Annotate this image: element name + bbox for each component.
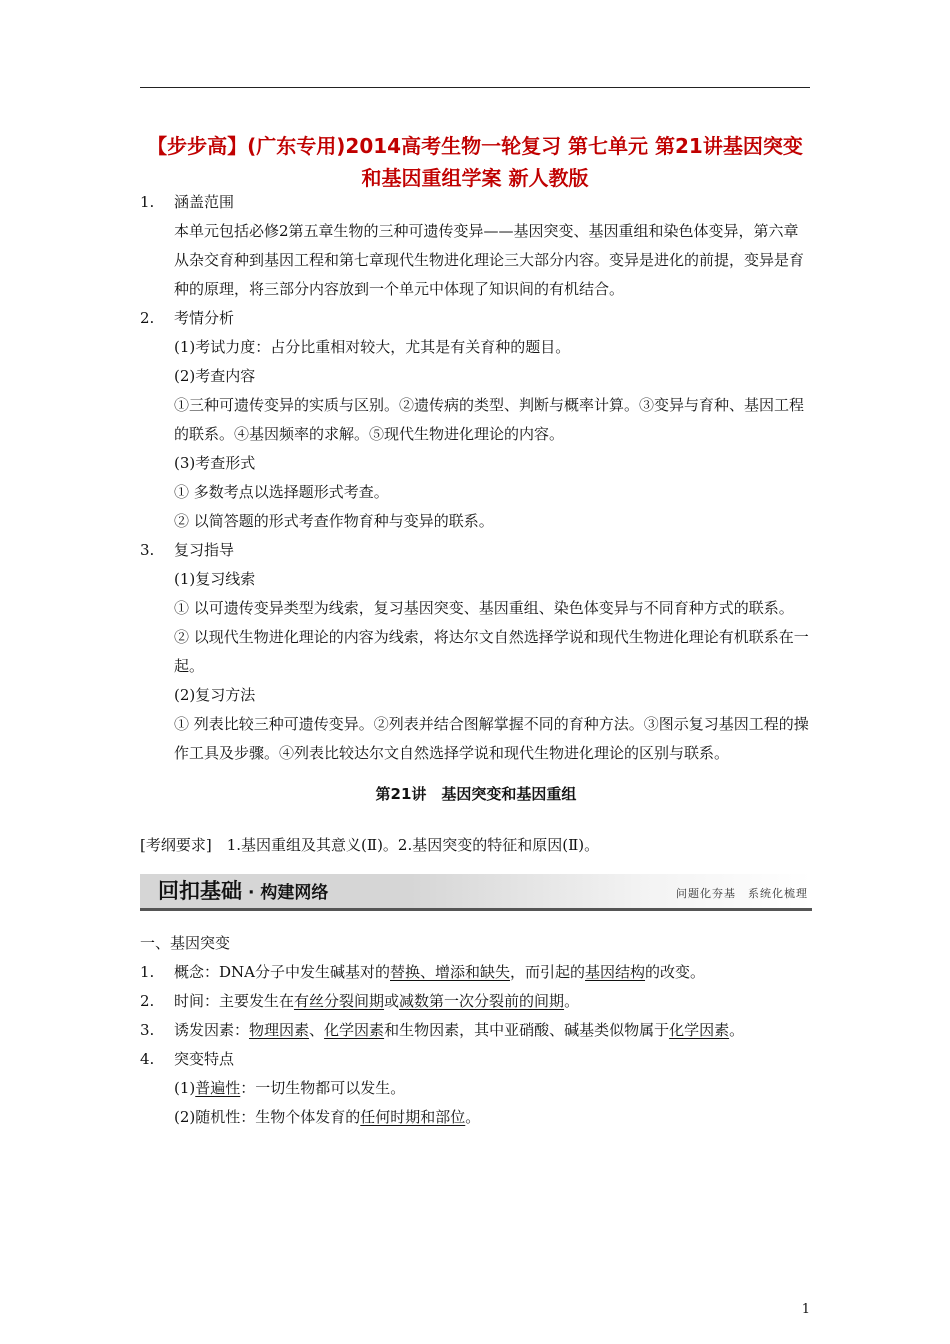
sub-item	[140, 1074, 812, 1103]
section-banner	[140, 874, 812, 911]
banner-sub-text: · 构建网络	[248, 883, 329, 903]
text: ：一切生物都可以发生。	[240, 1079, 406, 1097]
banner-main-text: 回扣基础	[158, 879, 242, 903]
document-body	[140, 188, 812, 1132]
answer-underline: 减数第一次分裂前的间期	[399, 992, 565, 1010]
item-number: 3.	[140, 1021, 155, 1039]
lecture-title: 第21讲 基因突变和基因重组	[375, 785, 577, 803]
page-number: 1	[801, 1302, 810, 1317]
item-number: 1.	[140, 193, 155, 211]
banner-tagline: 问题化夯基 系统化梳理	[676, 887, 808, 900]
exam-requirement: [考纲要求] 1.基因重组及其意义(Ⅱ)。2.基因突变的特征和原因(Ⅱ)。	[140, 836, 600, 854]
item-heading: 突变特点	[174, 1050, 235, 1068]
item-heading: 复习指导	[174, 541, 235, 559]
paragraph: (2)考查内容	[174, 367, 256, 385]
list-item	[140, 987, 812, 1016]
document-title: 【步步高】(广东专用)2014高考生物一轮复习 第七单元 第21讲基因突变和基因重组学案 新人教版	[147, 134, 803, 190]
answer-underline: 替换、增添和缺失	[390, 963, 511, 981]
item-number: 2.	[140, 992, 155, 1010]
item-heading: 涵盖范围	[174, 193, 235, 211]
answer-underline: 任何时期和部位	[360, 1108, 466, 1126]
paragraph: (2)复习方法	[174, 686, 256, 704]
text: 。	[729, 1021, 745, 1039]
text: (1)	[174, 1079, 196, 1097]
item-heading: 考情分析	[174, 309, 235, 327]
intro-item-1	[140, 188, 812, 217]
paragraph: ① 以可遗传变异类型为线索，复习基因突变、基因重组、染色体变异与不同育种方式的联系。	[174, 599, 794, 617]
sub-item	[140, 1103, 812, 1132]
list-item	[140, 958, 812, 987]
text: 和生物因素，其中亚硝酸、碱基类似物属于	[384, 1021, 670, 1039]
banner-title	[158, 876, 328, 908]
text: 诱发因素：	[174, 1021, 250, 1039]
paragraph: ② 以现代生物进化理论的内容为线索，将达尔文自然选择学说和现代生物进化理论有机联系在一起。	[174, 628, 809, 675]
text: 或	[384, 992, 400, 1010]
paragraph: (3)考查形式	[174, 454, 256, 472]
answer-underline: 普遍性	[195, 1079, 241, 1097]
answer-underline: 化学因素	[669, 1021, 730, 1039]
answer-underline: 基因结构	[585, 963, 646, 981]
item-number: 3.	[140, 541, 155, 559]
answer-underline: 物理因素	[249, 1021, 310, 1039]
text: 的改变。	[645, 963, 706, 981]
item-number: 1.	[140, 963, 155, 981]
list-item	[140, 1016, 812, 1045]
paragraph: ① 列表比较三种可遗传变异。②列表并结合图解掌握不同的育种方法。③图示复习基因工程的操作工具及步骤。④列表比较达尔文自然选择学说和现代生物进化理论的区别与联系。	[174, 715, 809, 762]
list-item	[140, 1045, 812, 1074]
paragraph: ①三种可遗传变异的实质与区别。②遗传病的类型、判断与概率计算。③变异与育种、基因工程的联系。④基因频率的求解。⑤现代生物进化理论的内容。	[174, 396, 805, 443]
answer-underline: 化学因素	[324, 1021, 385, 1039]
paragraph: (1)复习线索	[174, 570, 256, 588]
text: ，而引起的	[510, 963, 586, 981]
text: 时间：主要发生在	[174, 992, 295, 1010]
intro-item-3	[140, 536, 812, 565]
paragraph: 本单元包括必修2第五章生物的三种可遗传变异——基因突变、基因重组和染色体变异，第六章从杂交育种到基因工程和第七章现代生物进化理论三大部分内容。变异是进化的前提，变异是育种的原理，将三部分内容放到一个单元中体现了知识间的有机结合。	[174, 222, 805, 298]
paragraph: (1)考试力度：占分比重相对较大，尤其是有关育种的题目。	[174, 338, 571, 356]
text: 、	[309, 1021, 325, 1039]
text: 。	[564, 992, 580, 1010]
header-rule	[140, 87, 810, 88]
paragraph: ① 多数考点以选择题形式考查。	[174, 483, 389, 501]
text: (2)随机性：生物个体发育的	[174, 1108, 361, 1126]
text: 。	[465, 1108, 481, 1126]
section-heading: 一、基因突变	[140, 934, 231, 952]
intro-item-2	[140, 304, 812, 333]
paragraph: ② 以简答题的形式考查作物育种与变异的联系。	[174, 512, 494, 530]
item-number: 2.	[140, 309, 155, 327]
text: 概念：DNA分子中发生碱基对的	[174, 963, 390, 981]
item-number: 4.	[140, 1050, 155, 1068]
answer-underline: 有丝分裂间期	[294, 992, 385, 1010]
